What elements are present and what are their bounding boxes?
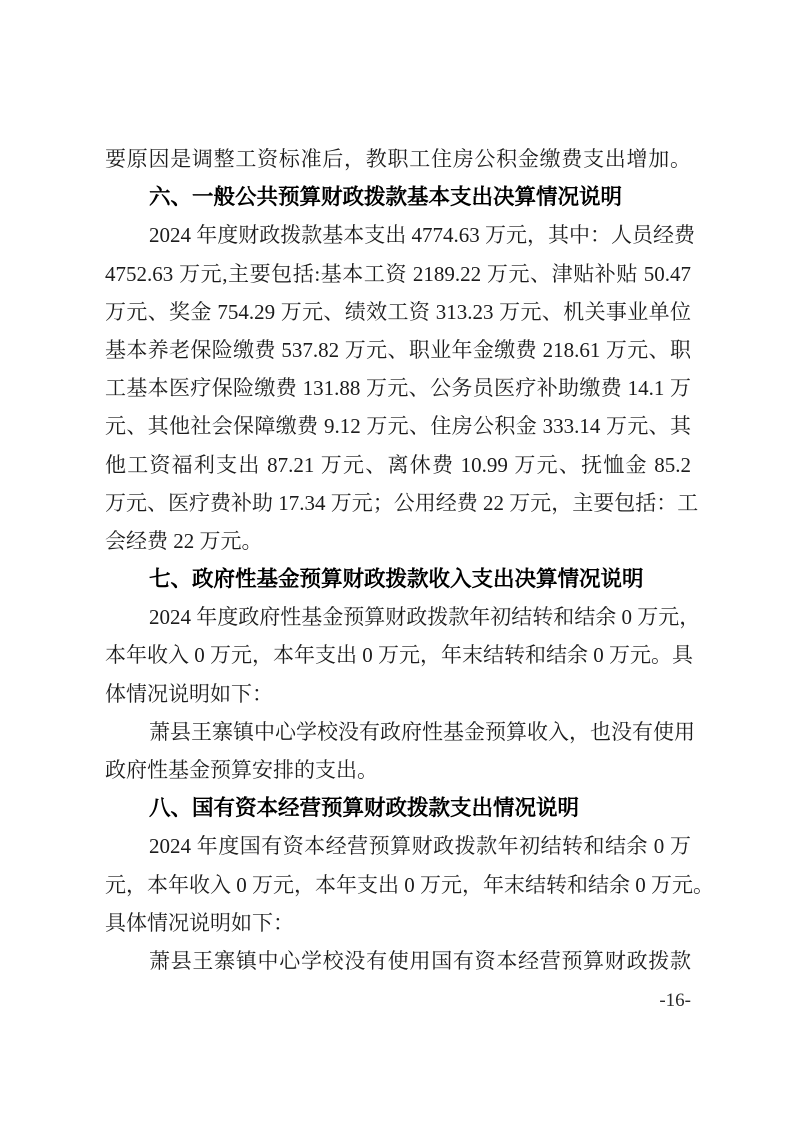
text-line: 会经费 22 万元。 xyxy=(105,528,263,553)
text-line: 元，本年收入 0 万元，本年支出 0 万元，年末结转和结余 0 万元。 xyxy=(105,872,714,897)
text-line: 萧县王寨镇中心学校没有政府性基金预算收入，也没有使用 xyxy=(149,719,695,744)
text-line: 元、其他社会保障缴费 9.12 万元、住房公积金 333.14 万元、其 xyxy=(105,414,691,439)
document-text-column xyxy=(105,140,714,980)
text-line: 政府性基金预算安排的支出。 xyxy=(105,758,378,782)
text-line: 万元、医疗费补助 17.34 万元；公用经费 22 万元，主要包括：工 xyxy=(105,490,699,515)
text-line: 2024 年度国有资本经营预算财政拨款年初结转和结余 0 万 xyxy=(149,834,691,859)
text-line: 2024 年度财政拨款基本支出 4774.63 万元，其中：人员经费 xyxy=(149,223,695,248)
text-line: 4752.63 万元,主要包括:基本工资 2189.22 万元、津贴补贴 50.47 xyxy=(105,261,691,286)
section-heading: 六、一般公共预算财政拨款基本支出决算情况说明 xyxy=(149,185,623,210)
text-line: 工基本医疗保险缴费 131.88 万元、公务员医疗补助缴费 14.1 万 xyxy=(105,376,691,401)
text-line: 2024 年度政府性基金预算财政拨款年初结转和结余 0 万元， xyxy=(149,605,701,630)
text-line: 万元、奖金 754.29 万元、绩效工资 313.23 万元、机关事业单位 xyxy=(105,299,691,324)
text-line: 具体情况说明如下： xyxy=(105,910,294,935)
section-heading: 七、政府性基金预算财政拨款收入支出决算情况说明 xyxy=(149,567,644,592)
text-line: 要原因是调整工资标准后，教职工住房公积金缴费支出增加。 xyxy=(105,147,691,171)
text-line: 萧县王寨镇中心学校没有使用国有资本经营预算财政拨款 xyxy=(149,948,691,973)
text-line: 他工资福利支出 87.21 万元、离休费 10.99 万元、抚恤金 85.2 xyxy=(105,452,691,477)
section-heading: 八、国有资本经营预算财政拨款支出情况说明 xyxy=(149,796,580,821)
page-number: -16- xyxy=(659,990,691,1011)
text-line: 本年收入 0 万元，本年支出 0 万元，年末结转和结余 0 万元。具 xyxy=(105,643,693,668)
text-line: 基本养老保险缴费 537.82 万元、职业年金缴费 218.61 万元、职 xyxy=(105,337,691,362)
text-line: 体情况说明如下： xyxy=(105,681,273,706)
